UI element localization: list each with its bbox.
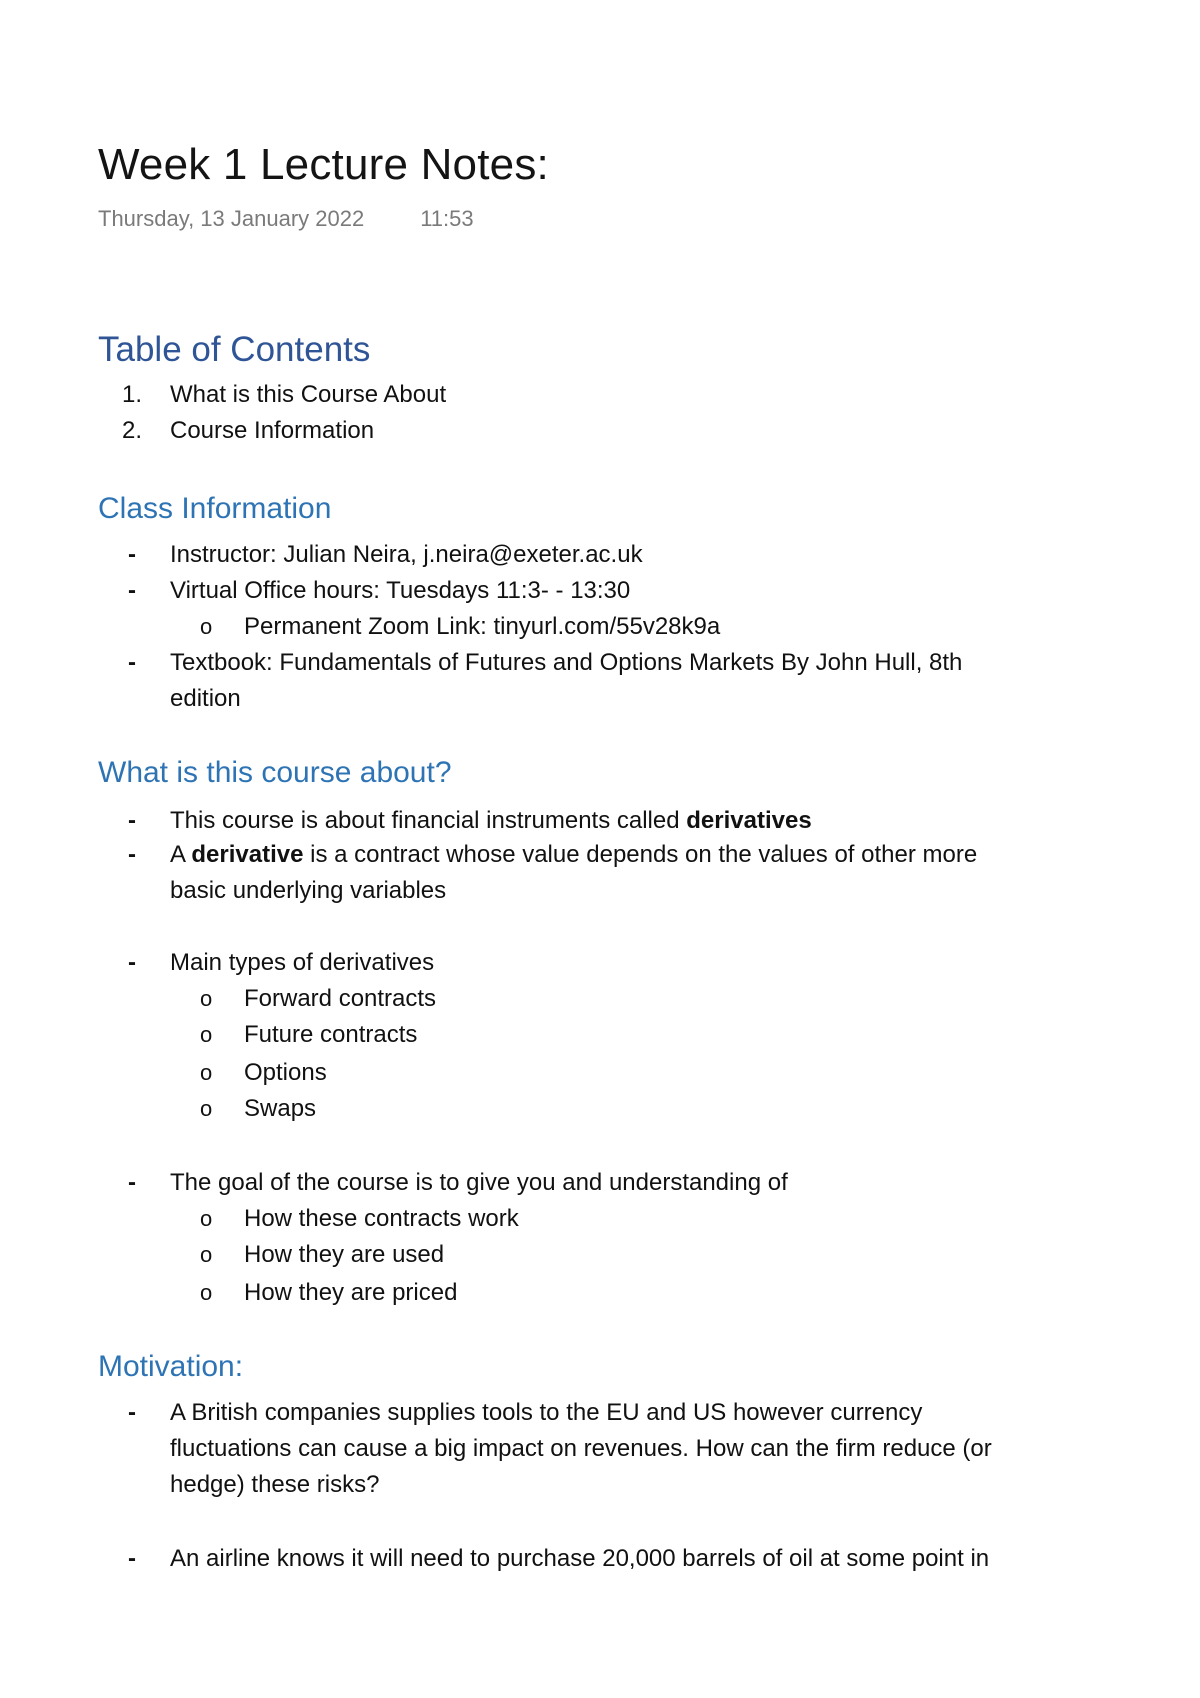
about-bullet-definition [170, 840, 977, 870]
motivation-airline-line: An airline knows it will need to purchase 20,000 barrels of oil at some point in [170, 1545, 990, 1572]
page-title: Week 1 Lecture Notes: [98, 140, 549, 189]
page-cutoff [0, 1582, 1200, 1698]
bullet-circle: o [200, 986, 213, 1011]
bullet-dash: - [128, 1545, 136, 1572]
office-hours-line: Virtual Office hours: Tuesdays 11:3- - 13:30 [170, 577, 631, 604]
course-goal-item: How these contracts work [244, 1205, 519, 1232]
about-bullet-bold: derivative [191, 841, 304, 868]
derivative-type-item: Swaps [244, 1095, 317, 1122]
about-bullet-derivatives [170, 806, 812, 836]
textbook-line: Textbook: Fundamentals of Futures and Options Markets By John Hull, 8th [170, 649, 963, 676]
bullet-dash: - [128, 807, 136, 834]
course-goal-label: The goal of the course is to give you and understanding of [170, 1169, 788, 1196]
toc-item-number: 1. [122, 381, 143, 408]
bullet-circle: o [200, 1242, 213, 1267]
class-info-heading: Class Information [98, 492, 332, 525]
bullet-circle: o [200, 1022, 213, 1047]
bullet-dash: - [128, 1169, 136, 1196]
course-goal-item: How they are used [244, 1241, 445, 1268]
derivative-types-label: Main types of derivatives [170, 949, 435, 976]
page-date: Thursday, 13 January 2022 [98, 206, 365, 231]
bullet-dash: - [128, 1399, 136, 1426]
course-goal-item: How they are priced [244, 1279, 458, 1306]
about-bullet-definition-continued: basic underlying variables [170, 877, 447, 904]
bullet-circle: o [200, 1060, 213, 1085]
page-time: 11:53 [420, 206, 474, 231]
toc-heading: Table of Contents [98, 330, 371, 369]
toc-item-course-about: What is this Course About [170, 381, 447, 408]
bullet-dash: - [128, 541, 136, 568]
about-bullet-text: This course is about financial instruments called [170, 807, 687, 834]
zoom-link-line: Permanent Zoom Link: tinyurl.com/55v28k9a [244, 613, 721, 640]
instructor-line: Instructor: Julian Neira, j.neira@exeter.ac.uk [170, 541, 643, 568]
bullet-dash: - [128, 577, 136, 604]
bullet-dash: - [128, 841, 136, 868]
derivative-type-item: Forward contracts [244, 985, 437, 1012]
toc-item-number: 2. [122, 417, 143, 444]
about-heading: What is this course about? [98, 756, 452, 789]
bullet-circle: o [200, 1206, 213, 1231]
derivative-type-item: Options [244, 1059, 327, 1086]
bullet-dash: - [128, 949, 136, 976]
bullet-circle: o [200, 1096, 213, 1121]
toc-item-course-information: Course Information [170, 417, 375, 444]
motivation-currency-line: A British companies supplies tools to the EU and US however currency [170, 1399, 923, 1426]
bullet-dash: - [128, 649, 136, 676]
motivation-currency-line-3: hedge) these risks? [170, 1471, 380, 1498]
about-bullet-text: A [170, 841, 192, 868]
about-bullet-text: is a contract whose value depends on the values of other more [303, 841, 978, 868]
about-bullet-bold: derivatives [686, 807, 812, 834]
bullet-circle: o [200, 1280, 213, 1305]
motivation-currency-line-2: fluctuations can cause a big impact on revenues. How can the firm reduce (or [170, 1435, 992, 1462]
textbook-line-continued: edition [170, 685, 241, 712]
page-timestamp [98, 206, 474, 232]
derivative-type-item: Future contracts [244, 1021, 418, 1048]
motivation-heading: Motivation: [98, 1350, 244, 1383]
bullet-circle: o [200, 614, 213, 639]
